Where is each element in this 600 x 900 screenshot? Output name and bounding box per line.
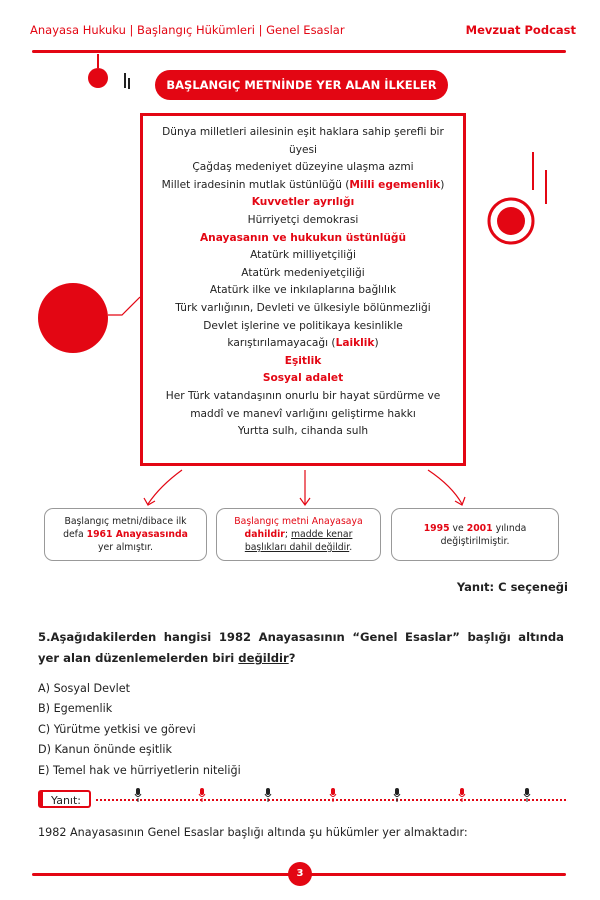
bar-decoration [545,170,547,204]
microphone-icon [134,788,142,802]
note-text: değiştirilmiştir. [440,535,510,547]
section-title: BAŞLANGIÇ METNİNDE YER ALAN İLKELER [155,70,448,100]
pin-dot-decoration [88,68,108,88]
bar-decoration [532,152,534,190]
arrow-connectors [130,468,480,508]
pin-stem-decoration [97,54,99,68]
option-a[interactable]: A) Sosyal Devlet [38,682,130,695]
answer-options [38,679,241,781]
connector-line [108,295,140,317]
answer-row [38,790,566,810]
principle-item: Anayasanın ve hukukun üstünlüğü [199,231,407,244]
explanation-text: 1982 Anayasasının Genel Esaslar başlığı altında şu hükümler yer almaktadır: [38,826,468,839]
principle-item: Sosyal adalet [262,372,344,385]
principle-item: üyesi [289,143,317,156]
principle-item: Millet iradesinin mutlak üstünlüğü (Milli egemenlik) [161,178,445,191]
principle-item: Çağdaş medeniyet düzeyine ulaşma azmi [192,161,414,174]
note-text: Başlangıç metni/dibace ilk [64,516,187,527]
bar-decoration [128,78,130,89]
question-text: 5.Aşağıdakilerden hangisi 1982 Anayasasının “Genel Esaslar” başlığı altında yer alan düzenlemelerden biri değildir? [38,630,564,665]
principle-item: karıştırılamayacağı (Laiklik) [227,337,379,350]
note-card [216,508,381,561]
note-text: 1995 ve 2001 yılında [423,522,527,534]
principle-item: Türk varlığının, Devleti ve ülkesiyle bölünmezliği [175,301,431,314]
option-d[interactable]: D) Kanun önünde eşitlik [38,743,172,757]
note-card [44,508,207,561]
option-c[interactable]: C) Yürütme yetkisi ve görevi [38,722,196,736]
bar-decoration [124,73,126,88]
principles-list [151,124,455,441]
page-number: 3 [288,862,312,886]
principles-box [140,113,466,466]
microphone-icon [264,788,272,802]
principle-item: Yurtta sulh, cihanda sulh [237,425,369,438]
note-text: dahildir; madde kenar [244,529,353,540]
note-text: Başlangıç metni Anayasaya [234,516,363,527]
principle-item: maddî ve manevî varlığını geliştirme hakkı [190,407,416,420]
principle-item: Atatürk medeniyetçiliği [241,266,365,279]
microphone-icon [458,788,466,802]
principle-item: Hürriyetçi demokrasi [247,213,359,226]
microphone-icon [329,788,337,802]
note-text: başlıkları dahil değildir. [244,542,353,553]
principle-item: Her Türk vatandaşının onurlu bir hayat sürdürme ve [165,389,441,402]
target-circle-icon [486,196,536,246]
yanit-box: Yanıt: [38,790,91,808]
note-card [391,508,559,561]
principle-item: Kuvvetler ayrılığı [251,196,355,209]
circle-decoration [38,283,108,353]
answer-label: Yanıt: C seçeneği [456,580,568,594]
principle-item: Atatürk ilke ve inkılaplarına bağlılık [209,284,397,297]
option-b[interactable]: B) Egemenlik [38,702,113,716]
note-text: yer almıştır. [98,542,153,553]
header-breadcrumb: Anayasa Hukuku | Başlangıç Hükümleri | Genel Esaslar [30,23,345,37]
header-divider [32,50,566,53]
brand-name: Mevzuat Podcast [465,23,576,37]
option-e[interactable]: E) Temel hak ve hürriyetlerin niteliği [38,763,241,777]
note-text: defa 1961 Anayasasında [63,529,188,540]
microphone-icon [393,788,401,802]
microphone-icon [198,788,206,802]
principle-item: Dünya milletleri ailesinin eşit haklara sahip şerefli bir [162,126,444,138]
principle-item: Atatürk milliyetçiliği [250,249,356,262]
highlight-milli-egemenlik: Milli egemenlik [349,178,441,191]
principle-item: Eşitlik [284,354,322,367]
highlight-laiklik: Laiklik [335,337,375,350]
microphone-icon [523,788,531,802]
principle-item: Devlet işlerine ve politikaya kesinlikle [203,319,403,332]
